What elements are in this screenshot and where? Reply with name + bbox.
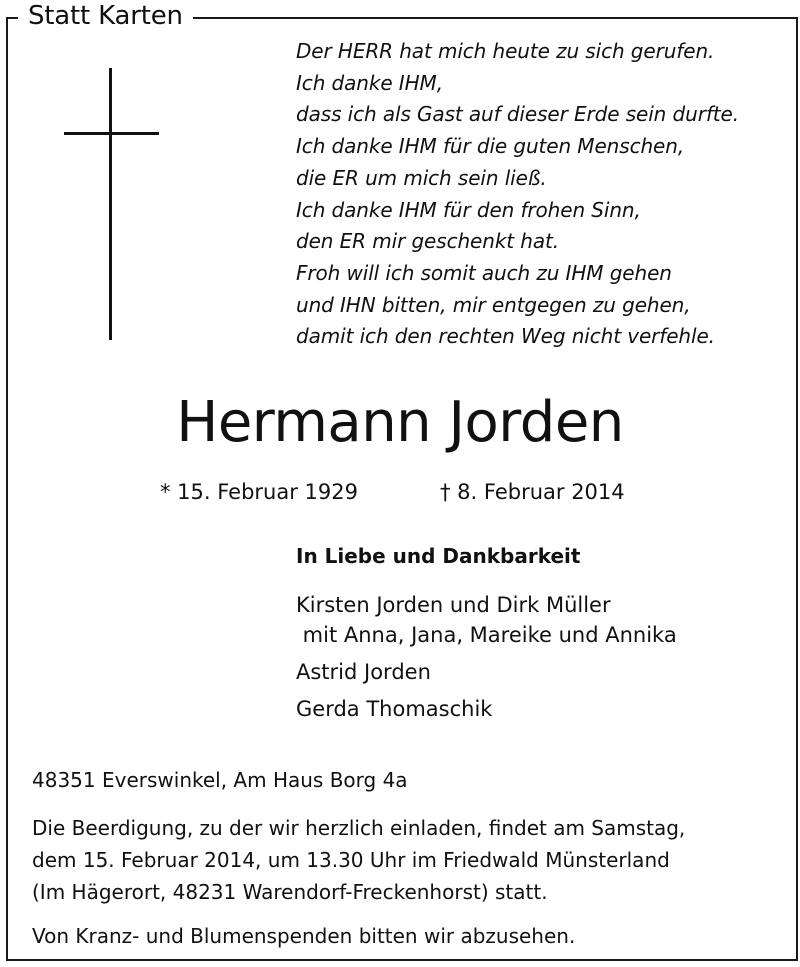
cross-horizontal-beam (64, 132, 159, 135)
mourner-entry: Kirsten Jorden und Dirk Müller (296, 593, 611, 617)
funeral-line: Die Beerdigung, zu der wir herzlich einladen, findet am Samstag, (32, 816, 686, 840)
birth-date: * 15. Februar 1929 (160, 480, 358, 504)
poem (296, 36, 796, 353)
funeral-line: (Im Hägerort, 48231 Warendorf-Freckenhorst) statt. (32, 880, 548, 904)
poem-line: Der HERR hat mich heute zu sich gerufen. (296, 39, 715, 63)
poem-line: und IHN bitten, mir entgegen zu gehen, (296, 292, 691, 317)
mourner-entry: Gerda Thomaschik (296, 697, 493, 721)
mourner-entry: Astrid Jorden (296, 660, 431, 684)
closing-phrase: In Liebe und Dankbarkeit (296, 544, 581, 568)
deceased-name: Hermann Jorden (176, 390, 624, 455)
statt-karten-label: Statt Karten (18, 0, 193, 32)
flowers-note: Von Kranz- und Blumenspenden bitten wir abzusehen. (32, 924, 576, 948)
poem-line: damit ich den rechten Weg nicht verfehle. (296, 324, 715, 349)
poem-line: Ich danke IHM für die guten Menschen, (296, 134, 685, 159)
family-address: 48351 Everswinkel, Am Haus Borg 4a (32, 768, 408, 792)
funeral-line: dem 15. Februar 2014, um 13.30 Uhr im Friedwald Münsterland (32, 848, 670, 872)
poem-line: Froh will ich somit auch zu IHM gehen (296, 260, 672, 285)
mourners-list (296, 590, 677, 724)
poem-line: die ER um mich sein ließ. (296, 165, 547, 190)
cross-vertical-beam (109, 68, 112, 340)
mourner-entry-children: mit Anna, Jana, Mareike und Annika (296, 623, 677, 647)
poem-line: Ich danke IHM, (296, 70, 443, 95)
poem-line: den ER mir geschenkt hat. (296, 229, 560, 254)
death-date: † 8. Februar 2014 (440, 480, 625, 504)
poem-line: Ich danke IHM für den frohen Sinn, (296, 197, 641, 222)
poem-line: dass ich als Gast auf dieser Erde sein durfte. (296, 102, 739, 127)
funeral-info (32, 812, 685, 908)
